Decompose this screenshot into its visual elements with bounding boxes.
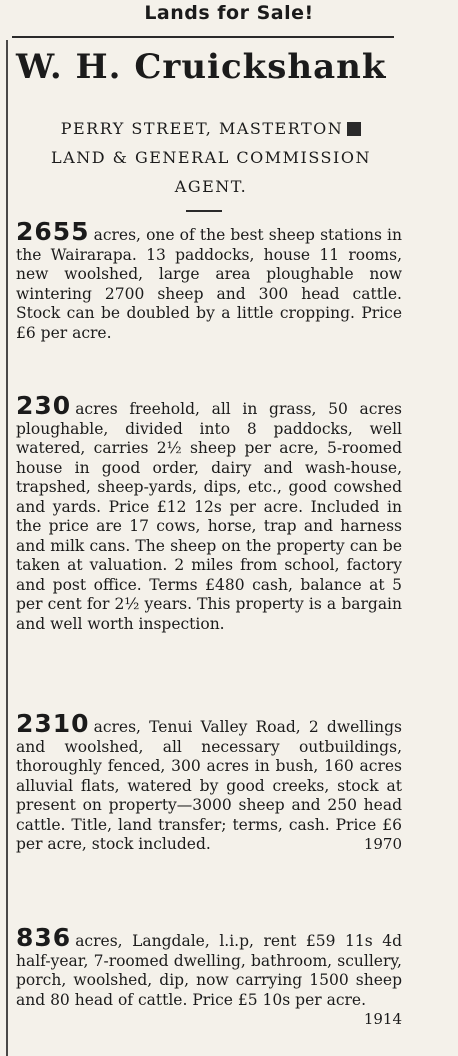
ornament-icon bbox=[347, 122, 361, 136]
listing-number: 2310 bbox=[16, 709, 90, 738]
listing bbox=[16, 217, 402, 343]
listing bbox=[16, 709, 402, 855]
company-name: W. H. Cruickshank bbox=[16, 47, 387, 87]
role-line: LAND & GENERAL COMMISSION bbox=[51, 148, 371, 167]
heading-rule bbox=[12, 36, 394, 38]
listing bbox=[16, 923, 402, 1030]
section-heading: Lands for Sale! bbox=[144, 2, 314, 24]
listing-text: acres freehold, all in grass, 50 acres ploughable, divided into 8 paddocks, well watered, carries 2½ sheep per acre, 5-roomed house in good order, dairy and wash-house, trapshed, sheep-yards, dips, etc., good cowshed and yards. Price £12 12s per acre. Included in the price are 17 cows, horse, trap and harness and milk cans. The sheep on the property can be taken at valuation. 2 miles from school, factory and post office. Terms £480 cash, balance at 5 per cent for 2½ years. This property is a bargain and well worth inspection. bbox=[16, 400, 402, 633]
listing-text: acres, Tenui Valley Road, 2 dwellings and woolshed, all necessary outbuildings, thoroughly fenced, 300 acres in bush, 160 acres alluvial flats, watered by good creeks, stock at present on property—3000 sheep and 250 head cattle. Title, land transfer; terms, cash. Price £6 per acre, stock included. bbox=[16, 718, 402, 853]
listing-number: 230 bbox=[16, 391, 72, 420]
listing-ref: 1914 bbox=[363, 1010, 402, 1028]
listing bbox=[16, 391, 402, 634]
listing-text: acres, Langdale, l.i.p, rent £59 11s 4d half-year, 7-roomed dwelling, bathroom, scullery, porch, woolshed, dip, now carrying 1500 sheep and 80 head of cattle. Price £5 10s per acre. bbox=[16, 932, 402, 1009]
listing-number: 2655 bbox=[16, 217, 90, 246]
column-border bbox=[6, 40, 8, 1056]
listing-number: 836 bbox=[16, 923, 72, 952]
role-line: AGENT. bbox=[174, 177, 248, 196]
listing-text: acres, one of the best sheep stations in the Wairarapa. 13 paddocks, house 11 rooms, new woolshed, large area ploughable now wintering 2700 sheep and 300 head cattle. Stock can be doubled by a little cropping. Price £6 per acre. bbox=[16, 226, 402, 342]
address-line: PERRY STREET, MASTERTON bbox=[16, 114, 406, 143]
listing-ref: 1970 bbox=[363, 835, 402, 853]
divider bbox=[186, 210, 222, 212]
company-details bbox=[16, 114, 406, 201]
